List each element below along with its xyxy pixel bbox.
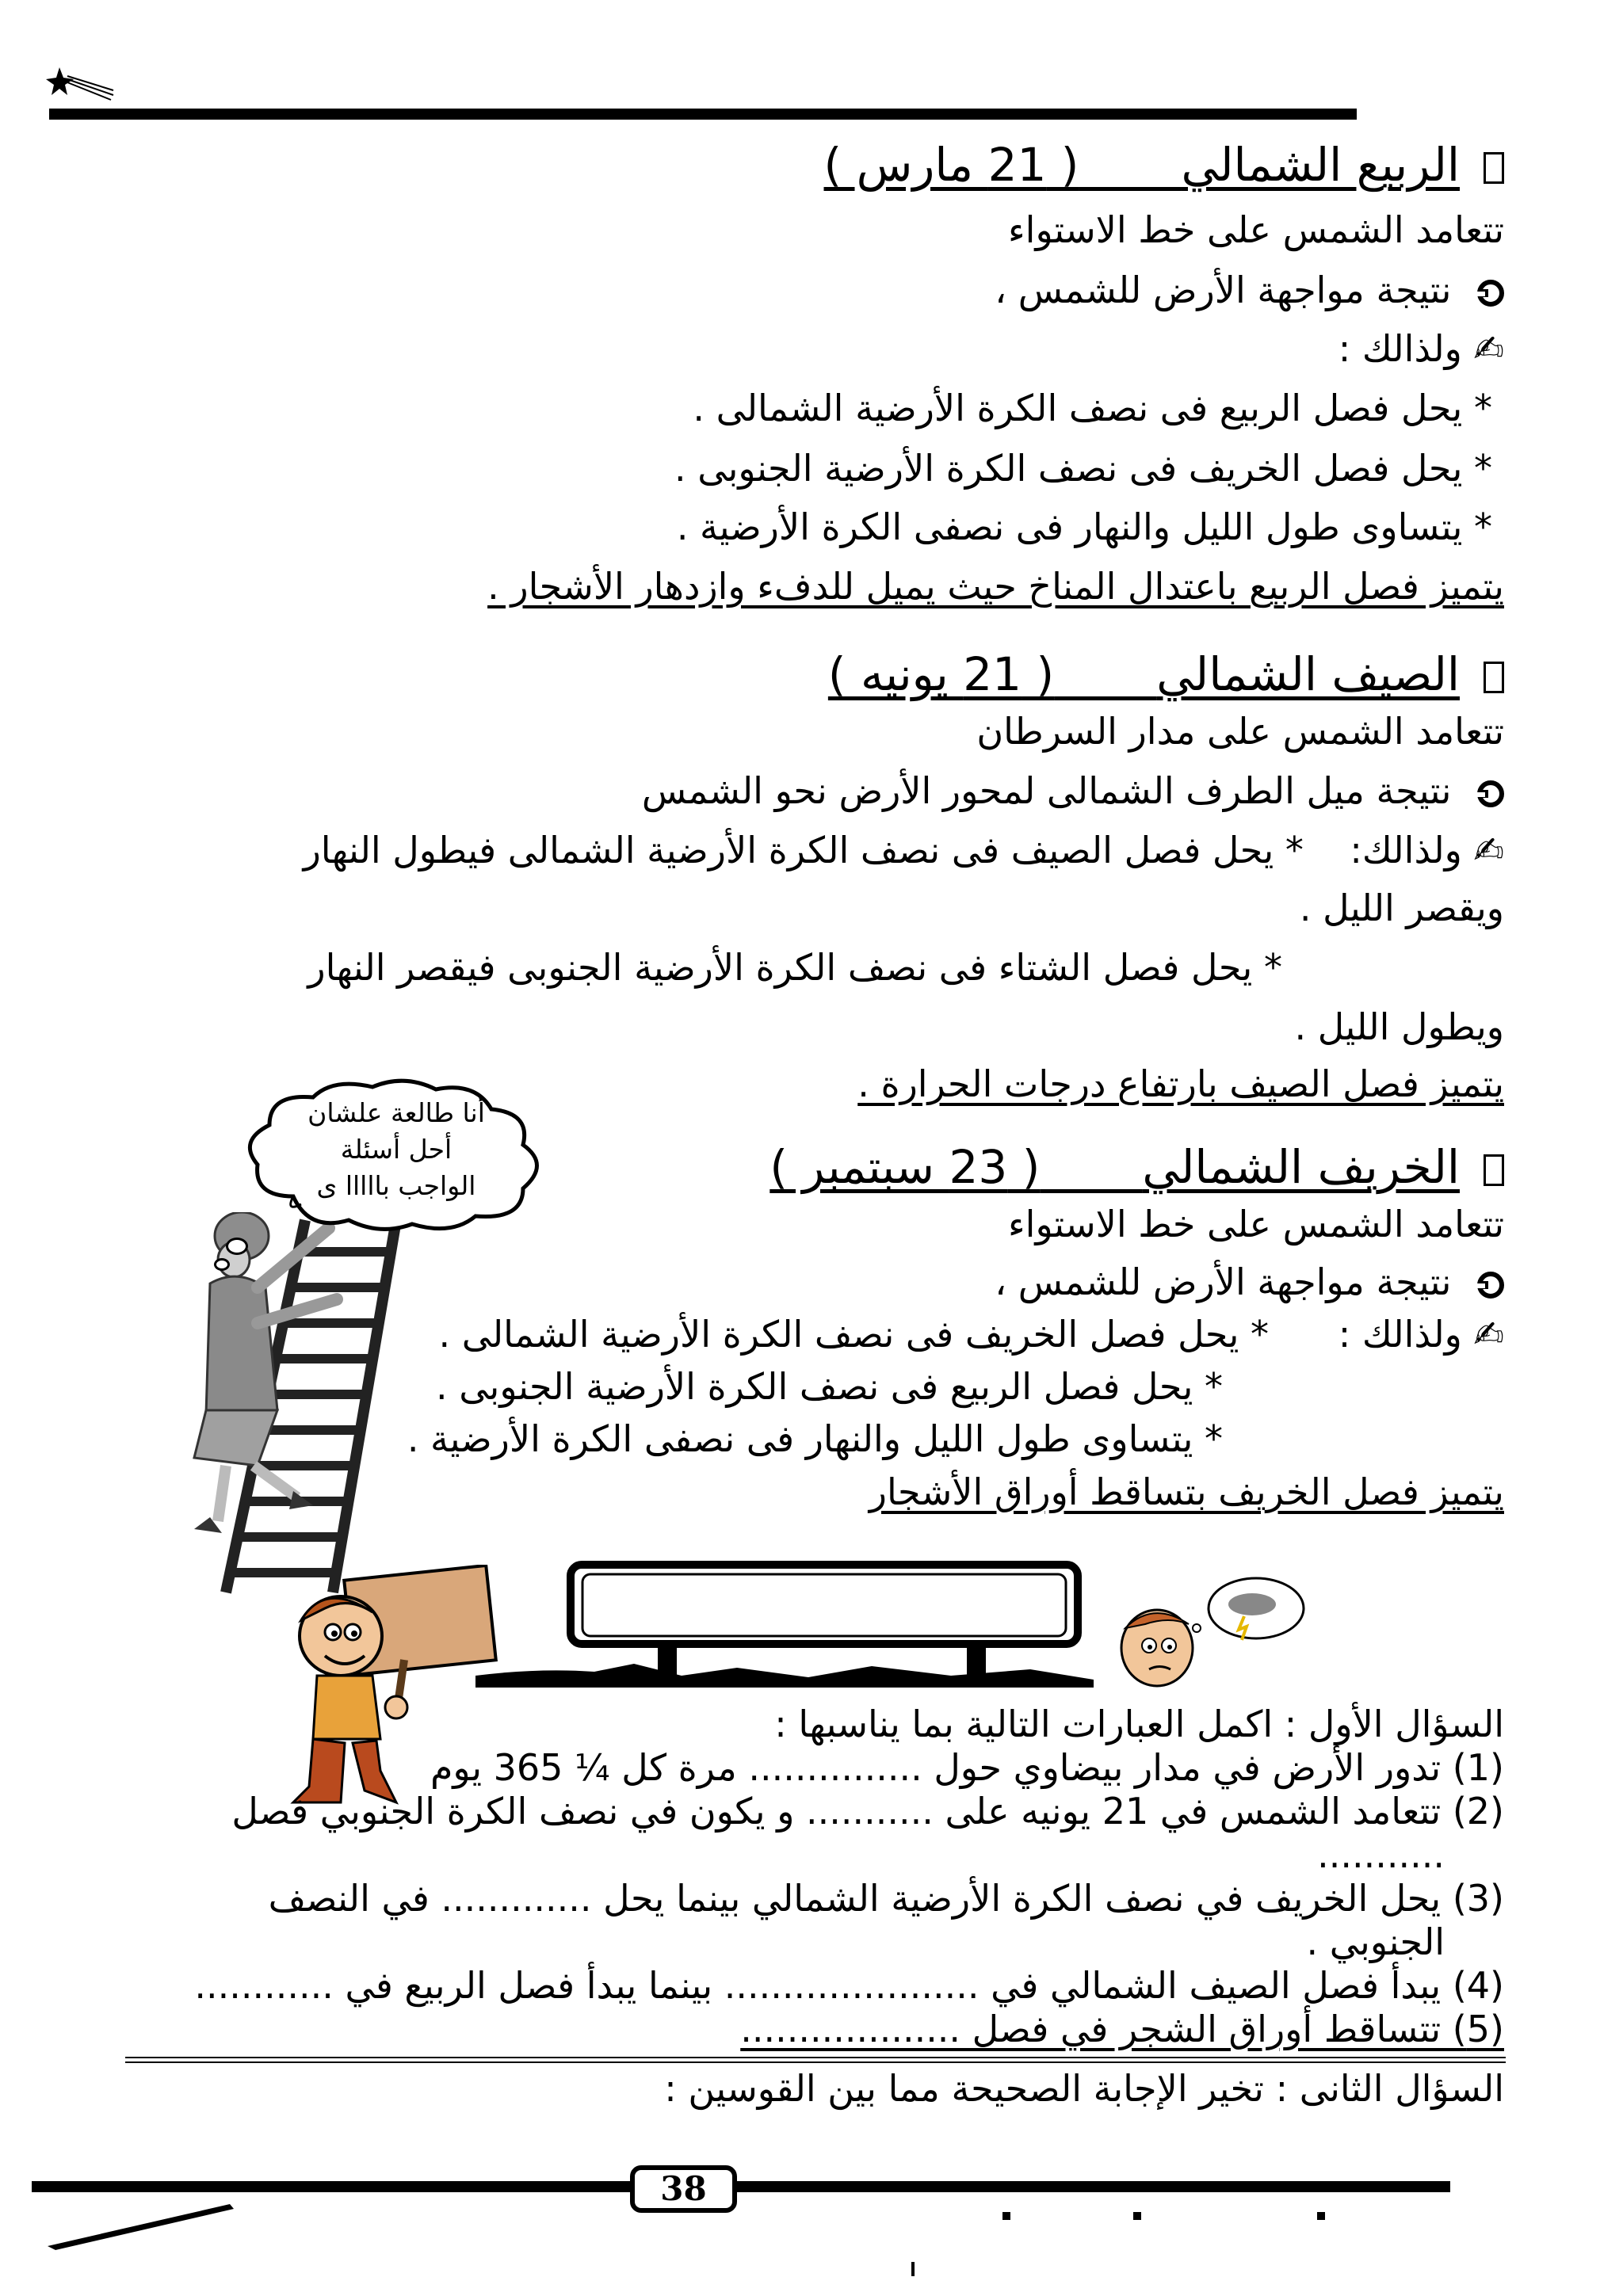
bubble-text: أنا طالعة علشان أحل أسئلة الواجب بااااا ى	[307, 1097, 485, 1201]
question-1-item-3: (3) يحل الخريف في نصف الكرة الأرضية الشمالي بينما يحل ............. في النصف	[268, 1877, 1504, 1920]
footer-dot-1	[1002, 2212, 1010, 2220]
arrow-circle-icon	[1477, 780, 1504, 807]
summer-sun-line: تتعامد الشمس على مدار السرطان	[976, 710, 1504, 753]
footer-tick	[911, 2262, 915, 2276]
questions-divider	[125, 2057, 1506, 2063]
bubble-trail-dot-1	[226, 1238, 248, 1255]
summer-feature: يتميز فصل الصيف بارتفاع درجات الحرارة .	[857, 1062, 1504, 1105]
arrow-circle-icon	[1477, 280, 1504, 307]
page-number-badge	[630, 2165, 737, 2213]
summer-cause-line: نتيجة ميل الطرف الشمالى لمحور الأرض نحو الشمس	[642, 769, 1504, 813]
summer-point-1a: ✍ ولذالك: * يحل فصل الصيف فى نصف الكرة الأرضية الشمالى فيطول النهار	[303, 829, 1504, 871]
billboard-illustration	[475, 1557, 1109, 1695]
bubble-trail-dot-2	[214, 1258, 230, 1271]
autumn-point-2: * يحل فصل الربيع فى نصف الكرة الأرضية الجنوبى .	[435, 1365, 1223, 1408]
question-1-item-2: (2) تتعامد الشمس في 21 يونيه على ........... و يكون في نصف الكرة الجنوبي فصل	[231, 1790, 1504, 1833]
autumn-point-3: * يتساوى طول الليل والنهار فى نصفى الكرة الأرضية .	[407, 1417, 1223, 1460]
question-1-item-2-cont: ...........	[1317, 1833, 1445, 1876]
square-bullet-icon	[1484, 1154, 1504, 1186]
section-heading-summer: الصيف الشمالي ( 21 يونيه )	[828, 648, 1504, 700]
autumn-sun-line: تتعامد الشمس على خط الاستواء	[1008, 1203, 1504, 1245]
spring-point-3: * يتساوى طول الليل والنهار فى نصفى الكرة الأرضية .	[676, 505, 1492, 548]
summer-point-1b: ويقصر الليل .	[1299, 887, 1504, 929]
worried-man-illustration	[1106, 1573, 1312, 1707]
page-number: 38	[660, 2169, 707, 2208]
autumn-point-1: ✍ ولذالك : * يحل فصل الخريف فى نصف الكرة الأرضية الشمالى .	[438, 1313, 1504, 1356]
spring-point-1: * يحل فصل الربيع فى نصف الكرة الأرضية الشمالى .	[693, 387, 1492, 429]
autumn-feature: يتميز فصل الخريف بتساقط أوراق الأشجار	[869, 1470, 1504, 1513]
question-1-item-4: (4) يبدأ فصل الصيف الشمالي في ...................... بينما يبدأ فصل الربيع في ............	[194, 1964, 1504, 2007]
question-1-title: السؤال الأول : اكمل العبارات التالية بما يناسبها :	[774, 1703, 1504, 1745]
top-star-decoration	[44, 63, 115, 103]
writing-hand-icon: ✍	[1473, 327, 1504, 370]
writing-hand-icon: ✍	[1473, 1313, 1504, 1356]
summer-point-2a: * يحل فصل الشتاء فى نصف الكرة الأرضية الجنوبى فيقصر النهار	[307, 946, 1282, 989]
question-1-item-3-cont: الجنوبي .	[1306, 1920, 1445, 1963]
question-1-item-5: (5) تتساقط أوراق الشجر في فصل ...................	[740, 2008, 1504, 2050]
summer-point-2b: ويطول الليل .	[1294, 1005, 1504, 1048]
spring-point-2: * يحل فصل الخريف فى نصف الكرة الأرضية الجنوبى .	[674, 447, 1492, 490]
thought-bubble	[238, 1077, 563, 1236]
footer-slash-decoration	[48, 2203, 238, 2250]
arrow-circle-icon	[1477, 1272, 1504, 1299]
spring-therefore-line: ✍ ولذالك :	[1338, 327, 1504, 370]
square-bullet-icon	[1484, 662, 1504, 693]
footer-dot-3	[1317, 2212, 1325, 2220]
writing-hand-icon: ✍	[1473, 829, 1504, 871]
spring-cause-line: نتيجة مواجهة الأرض للشمس ،	[995, 268, 1504, 312]
footer-rule	[32, 2181, 1450, 2192]
section-heading-spring: الربيع الشمالي ( 21 مارس )	[824, 139, 1505, 191]
footer-dot-2	[1133, 2212, 1141, 2220]
top-rule	[49, 109, 1357, 120]
spring-feature: يتميز فصل الربيع باعتدال المناخ حيث يميل للدفء وازدهار الأشجار .	[487, 565, 1504, 608]
autumn-cause-line: نتيجة مواجهة الأرض للشمس ،	[995, 1260, 1504, 1304]
question-2-title: السؤال الثانى : تخير الإجابة الصحيحة مما بين القوسين :	[664, 2067, 1504, 2110]
question-1-item-1: (1) تدور الأرض في مدار بيضاوي حول ............... مرة كل ¼ 365 يوم	[430, 1746, 1504, 1789]
square-bullet-icon	[1484, 152, 1504, 184]
section-heading-autumn: الخريف الشمالي ( 23 سبتمبر )	[769, 1141, 1504, 1193]
spring-sun-line: تتعامد الشمس على خط الاستواء	[1008, 208, 1504, 251]
